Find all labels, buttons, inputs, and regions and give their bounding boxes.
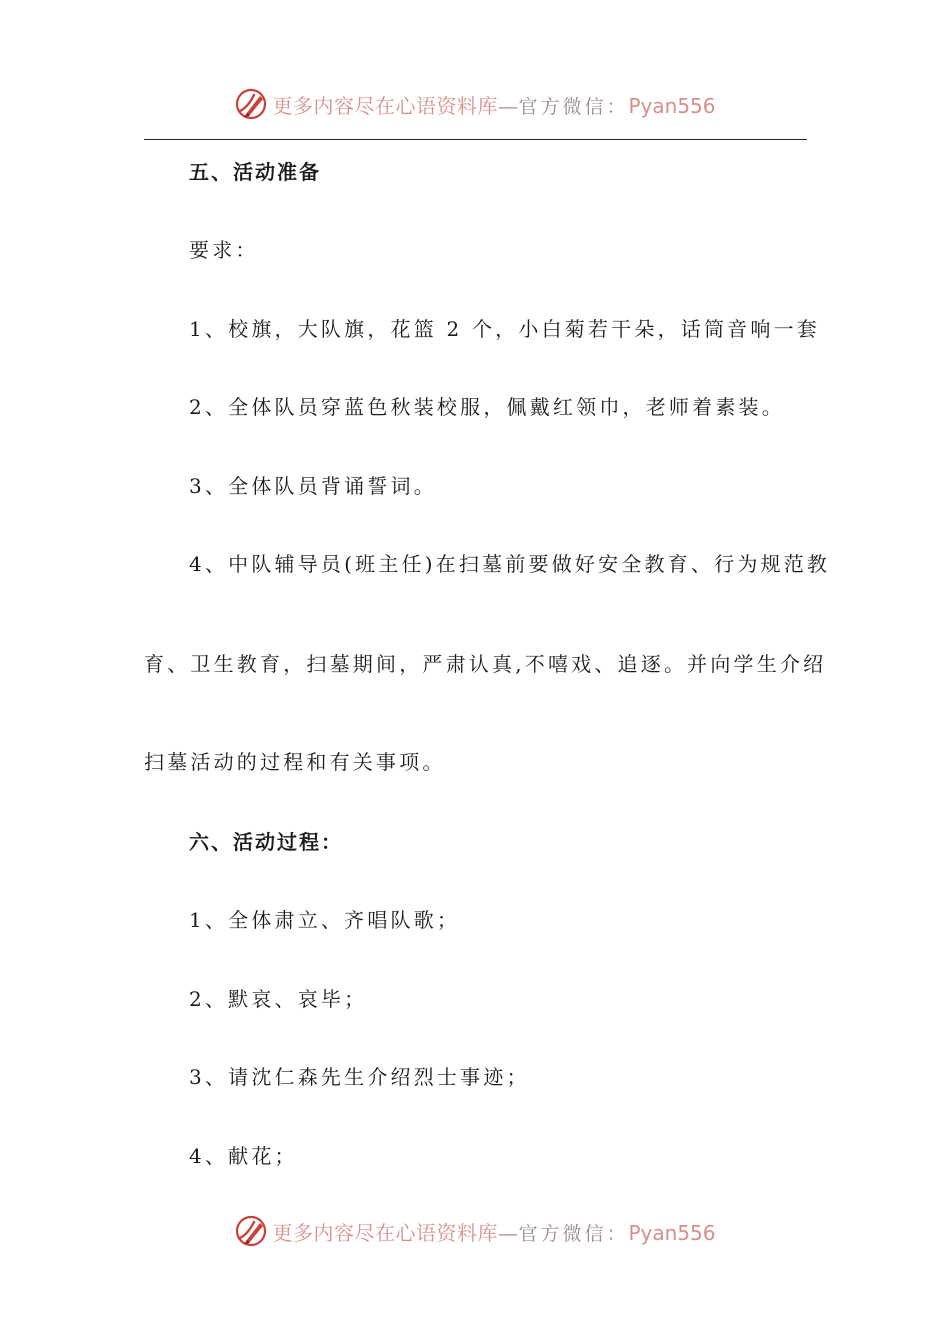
section-5-title: 五、活动准备 <box>189 160 321 184</box>
header-rule <box>144 139 807 140</box>
wechat-id: Pyan556 <box>628 93 716 118</box>
wechat-id: Pyan556 <box>628 1220 716 1245</box>
step-1: 1、全体肃立、齐唱队歌； <box>189 908 461 932</box>
header-banner <box>0 84 950 124</box>
step-4: 4、献花； <box>189 1144 298 1168</box>
pen-logo-icon <box>234 1214 268 1248</box>
pen-logo-icon <box>234 87 268 121</box>
header-banner-text <box>272 90 715 119</box>
step-3: 3、请沈仁森先生介绍烈士事迹； <box>189 1065 530 1089</box>
footer-banner <box>0 1211 950 1251</box>
item-1: 1、校旗，大队旗，花篮 2 个，小白菊若干朵，话筒音响一套 <box>189 317 820 341</box>
item-3: 3、全体队员背诵誓词。 <box>189 474 437 498</box>
item-2: 2、全体队员穿蓝色秋装校服，佩戴红领巾，老师着素装。 <box>189 395 785 419</box>
item-4-line-3: 扫墓活动的过程和有关事项。 <box>144 750 446 774</box>
dash: — <box>497 93 519 118</box>
step-2: 2、默哀、哀毕； <box>189 987 368 1011</box>
footer-banner-text <box>272 1217 715 1246</box>
brand-text: 更多内容尽在心语资料库 <box>272 1220 498 1245</box>
wechat-label: 官方微信： <box>518 95 629 118</box>
section-6-title: 六、活动过程： <box>189 830 343 854</box>
item-4-line-2: 育、卫生教育，扫墓期间，严肃认真,不嘻戏、追逐。并向学生介绍 <box>144 652 827 676</box>
dash: — <box>497 1220 519 1245</box>
item-4-line-1: 4、中队辅导员(班主任)在扫墓前要做好安全教育、行为规范教 <box>189 552 831 576</box>
brand-text: 更多内容尽在心语资料库 <box>272 93 498 118</box>
wechat-label: 官方微信： <box>518 1222 629 1245</box>
requirement-label: 要求： <box>189 238 259 262</box>
